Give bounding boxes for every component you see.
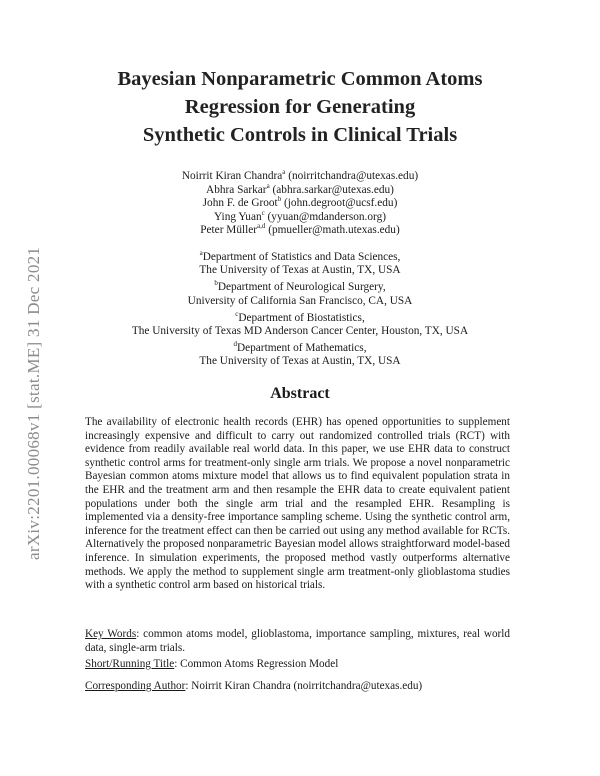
affiliation [60, 312, 540, 338]
author-email[interactable]: (noirritchandra@utexas.edu) [288, 170, 419, 182]
author-email[interactable]: (pmueller@math.utexas.edu) [268, 224, 400, 236]
corresponding-author-block [85, 680, 510, 694]
affiliation-mark: c [235, 310, 239, 319]
abstract-heading: Abstract [270, 385, 330, 402]
author-name: Ying Yuan [214, 210, 262, 223]
affiliation-department: Department of Neurological Surgery, [217, 281, 386, 294]
running-title-block [85, 658, 510, 672]
author [60, 181, 540, 198]
author-list [60, 170, 540, 238]
keywords-block [85, 628, 510, 655]
author-name: Peter Müller [200, 224, 258, 236]
affiliation-mark: a [199, 249, 203, 258]
author [60, 197, 540, 211]
running-title-label: Short/Running Title [85, 658, 175, 670]
author-name: Abhra Sarkar [206, 183, 267, 196]
author [60, 224, 540, 238]
affiliation-institution: The University of Texas MD Anderson Cancer Center, Houston, TX, USA [131, 325, 469, 338]
author-affiliation-mark: a,d [257, 222, 266, 231]
affiliation [60, 281, 540, 307]
author-name: John F. de Groot [202, 197, 278, 209]
author-name: Noirrit Kiran Chandra [181, 170, 283, 182]
affiliation-institution: The University of Texas at Austin, TX, USA [199, 264, 401, 277]
running-title-text: : Common Atoms Regression Model [174, 658, 339, 670]
arxiv-identifier: arXiv:2201.00068v1 [stat.ME] 31 Dec 2021 [24, 246, 43, 560]
author-email[interactable]: (john.degroot@ucsf.edu) [284, 197, 398, 209]
author [60, 208, 540, 225]
author-affiliation-mark: a [266, 181, 270, 190]
corresponding-author-text: : Noirrit Kiran Chandra (noirritchandra@utexas.edu) [185, 680, 423, 692]
abstract-body: The availability of electronic health records (EHR) has opened opportunities to supplement increasingly expensive and difficult to carry out randomized controlled trials (RCT) with evidence from readily available real world data. In this paper, we use EHR data to construct synthetic control arms for treatment-only single arm trials. We propose a novel nonparametric Bayesian common atoms mixture model that allows us to find equivalent population strata in the EHR and the treatment arm and then resample the EHR data to create equivalent patient populations under both the single arm trial and the resampled EHR. Resampling is implemented via a density-free importance sampling scheme. Using the synthetic control arm, inference for the treatment effect can then be carried out using any method available for RCTs. Alternatively the proposed nonparametric Bayesian model allows straightforward model-based inference. In simulation experiments, the proposed method vastly outperforms alternative methods. We apply the method to supplement single arm treatment-only glioblastoma studies with a synthetic control arm based on historical trials. [85, 416, 510, 592]
corresponding-author-label: Corresponding Author [85, 680, 186, 692]
title-line-3: Synthetic Controls in Clinical Trials [142, 124, 458, 146]
affiliation-list [60, 251, 540, 373]
affiliation-department: Department of Statistics and Data Sciences, [202, 251, 401, 263]
author-email[interactable]: (yyuan@mdanderson.org) [267, 210, 386, 223]
affiliation-mark: d [233, 340, 237, 349]
paper-title [60, 65, 540, 149]
author [60, 170, 540, 184]
affiliation [60, 342, 540, 368]
title-line-2: Regression for Generating [184, 96, 416, 118]
affiliation-mark: b [214, 279, 218, 288]
affiliation-department: Department of Biostatistics, [238, 311, 365, 324]
author-affiliation-mark: c [261, 208, 265, 217]
author-affiliation-mark: b [277, 195, 282, 204]
title-line-1: Bayesian Nonparametric Common Atoms [117, 68, 483, 90]
keywords-text: : common atoms model, glioblastoma, importance sampling, mixtures, real world data, single-arm trials. [85, 628, 510, 654]
affiliation [60, 251, 540, 277]
author-affiliation-mark: a [282, 168, 286, 177]
affiliation-institution: University of California San Francisco, CA, USA [187, 294, 413, 307]
keywords-label: Key Words [85, 628, 137, 640]
affiliation-institution: The University of Texas at Austin, TX, USA [199, 355, 401, 368]
affiliation-department: Department of Mathematics, [236, 342, 367, 355]
author-email[interactable]: (abhra.sarkar@utexas.edu) [272, 183, 394, 196]
